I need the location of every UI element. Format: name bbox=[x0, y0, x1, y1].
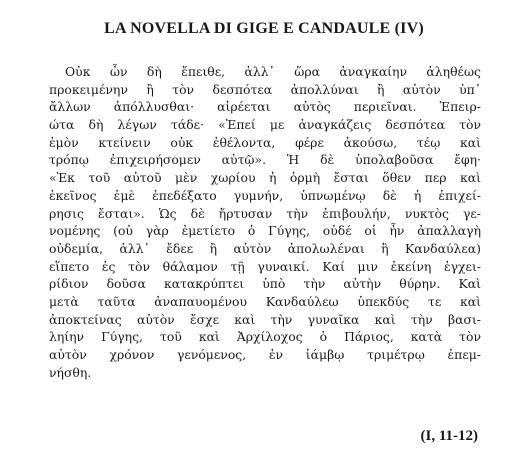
passage-line: ἐκεῖνος ἐμὲ ἐπεδέξατο γυμνήν, ὑπνωμένῳ δὲ ἡ ἐπιχεί- bbox=[49, 187, 481, 203]
passage-line: νομένης (οὐ γὰρ ἐμετίετο ὁ Γύγης, οὐδέ οἱ ἦν ἀπαλλαγὴ bbox=[49, 223, 481, 239]
greek-passage bbox=[49, 63, 481, 381]
passage-line: προκειμένην ἢ τὸν δεσπότεα ἀπολλύναι ἢ αὐτὸν ὑπ᾽ bbox=[49, 81, 481, 97]
passage-line: αὐτὸν χρόνον γενόμενος, ἐν ἰάμβῳ τριμέτρῳ ἐπεμ- bbox=[49, 347, 481, 362]
passage-line: ἀποκτείνας αὐτὸν ἔσχε καὶ τὴν γυναῖκα καὶ τὴν βασι- bbox=[49, 311, 481, 327]
passage-line: νήσθη. bbox=[49, 364, 92, 380]
passage-line: «Ἐκ τοῦ αὐτοῦ μὲν χωρίου ἡ ὁρμὴ ἔσται ὅθεν περ καὶ bbox=[49, 170, 481, 186]
passage-line: ἄλλων ἀπόλλυσθαι· αἱρέεται αὐτὸς περιεῖναι. Ἐπειρ- bbox=[49, 99, 481, 115]
passage-line: ρίδιον δοῦσα κατακρύπτει ὑπὸ τὴν αὐτὴν θύρην. Καὶ bbox=[49, 276, 481, 292]
passage-line: μετὰ ταῦτα ἀναπαυομένου Κανδαύλεω ὑπεκδύς τε καὶ bbox=[49, 293, 481, 309]
passage-line: εἵπετο ἐς τὸν θάλαμον τῇ γυναικί. Καί μιν ἐκείνη ἐγχει- bbox=[49, 258, 481, 274]
passage-line: οὐδεμία, ἀλλ᾽ ἔδεε ἢ αὐτὸν ἀπολωλέναι ἢ Κανδαύλεα) bbox=[49, 240, 481, 256]
passage-line: Οὐκ ὦν δὴ ἔπειθε, ἀλλ᾽ ὥρα ἀναγκαίην ἀληθέως bbox=[65, 64, 481, 79]
passage-line: ώτα δὴ λέγων τάδε· «Ἐπεί με ἀναγκάζεις δεσπότεα τὸν bbox=[49, 117, 481, 133]
passage-line: ἐμὸν κτείνειν οὐκ ἐθέλοντα, φέρε ἀκούσω, τέῳ καὶ bbox=[49, 134, 481, 150]
passage-line: τρόπῳ ἐπιχειρήσομεν αὐτῷ». Ἡ δὲ ὑπολαβοῦσα ἔφη· bbox=[49, 152, 481, 168]
passage-line: ρησις ἔσται». Ὡς δὲ ἤρτυσαν τὴν ἐπιβουλήν, νυκτὸς γε- bbox=[49, 205, 481, 221]
source-citation: (I, 11-12) bbox=[420, 428, 478, 444]
page-title: LA NOVELLA DI GIGE E CANDAULE (IV) bbox=[104, 20, 424, 37]
passage-line: ληίην Γύγης, τοῦ καὶ Ἀρχίλοχος ὁ Πάριος, κατὰ τὸν bbox=[49, 329, 481, 345]
